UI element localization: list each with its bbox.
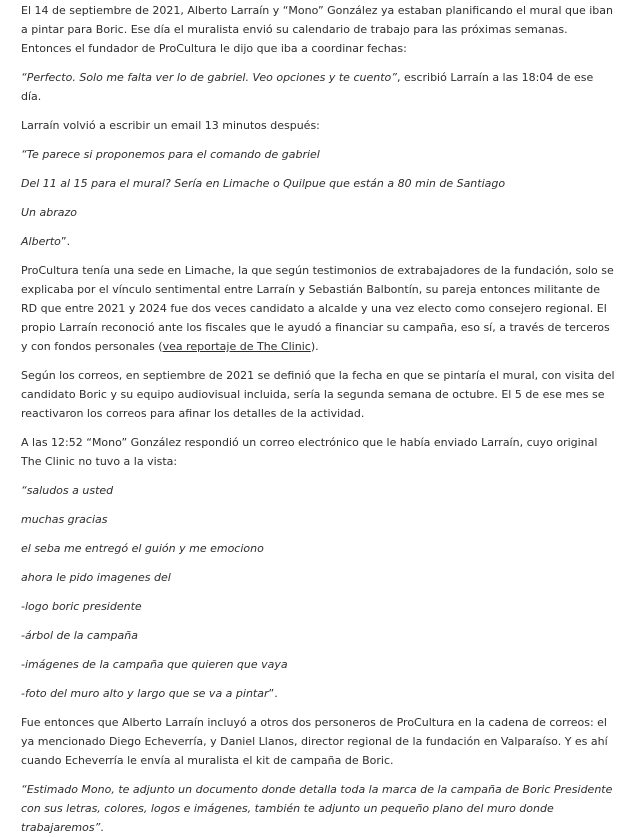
email-line: el seba me entregó el guión y me emociono xyxy=(21,542,264,555)
quote-estimado-tail: . xyxy=(100,821,104,834)
email-line: muchas gracias xyxy=(21,513,108,526)
email-line-last xyxy=(21,684,616,703)
paragraph-mono-response: A las 12:52 “Mono” González respondió un correo electrónico que le había enviado Larraín, cuyo original The Clinic no tuvo a la vista: xyxy=(21,436,598,468)
paragraph-limache xyxy=(21,261,616,356)
paragraph-quote-estimado xyxy=(21,780,616,837)
quote-perfecto: “Perfecto. Solo me falta ver lo de gabriel. Veo opciones y te cuento” xyxy=(21,71,397,84)
paragraph-correos-septiembre: Según los correos, en septiembre de 2021 se definió que la fecha en que se pintaría el mural, con visita del candidato Boric y su equipo audiovisual incluida, sería la segunda semana de octubre. El 5 de ese mes se reactivaron los correos para afinar los detalles de la actividad. xyxy=(21,369,615,420)
paragraph-second-email: Larraín volvió a escribir un email 13 minutos después: xyxy=(21,119,320,132)
paragraph-quote-perfecto xyxy=(21,68,616,106)
email-line: “saludos a usted xyxy=(21,484,114,497)
paragraph-limache-tail: ). xyxy=(310,340,319,353)
paragraph-intro: El 14 de septiembre de 2021, Alberto Larraín y “Mono” González ya estaban planificando el mural que iban a pintar para Boric. Ese día el muralista envió su calendario de trabajo para las próximas semanas. Entonces el fundador de ProCultura le dijo que iba a coordinar fechas: xyxy=(21,4,613,55)
email-line-signature xyxy=(21,232,616,251)
email-last-tail: ”. xyxy=(268,687,278,700)
quote-perfecto-tail: , escribió Larraín a las 18:04 de ese día. xyxy=(21,71,594,103)
email-signature: Alberto xyxy=(21,235,61,248)
email-line: Del 11 al 15 para el mural? Sería en Limache o Quilpue que están a 80 min de Santiago xyxy=(21,177,506,190)
email-line: -árbol de la campaña xyxy=(21,629,138,642)
email-line: “Te parece si proponemos para el comando de gabriel xyxy=(21,148,320,161)
email-last-text: -foto del muro alto y largo que se va a pintar xyxy=(21,687,269,700)
quote-estimado: “Estimado Mono, te adjunto un documento donde detalla toda la marca de la campaña de Boric Presidente con sus letras, colores, logos e imágenes, también te adjunto un pequeño plano del muro donde trabajaremos” xyxy=(21,783,613,834)
paragraph-personeros: Fue entonces que Alberto Larraín incluyó a otros dos personeros de ProCultura en la cadena de correos: el ya mencionado Diego Echeverría, y Daniel Llanos, director regional de la fundación en Valparaíso. Y es ahí cuando Echeverría le envía al muralista el kit de campaña de Boric. xyxy=(21,716,608,767)
email-line: Un abrazo xyxy=(21,206,78,219)
email-line: -imágenes de la campaña que quieren que vaya xyxy=(21,658,288,671)
paragraph-limache-text: ProCultura tenía una sede en Limache, la que según testimonios de extrabajadores de la fundación, solo se explicaba por el vínculo sentimental entre Larraín y Sebastián Balbontín, su pareja entonces militante de RD que entre 2021 y 2024 fue dos veces candidato a alcalde y una vez electo como consejero regional. El propio Larraín reconoció ante los fiscales que le ayudó a financiar su campaña, eso sí, a través de terceros y con fondos personales ( xyxy=(21,264,614,353)
email-line: -logo boric presidente xyxy=(21,600,142,613)
reportaje-link[interactable]: vea reportaje de The Clinic xyxy=(162,340,311,353)
email-line: ahora le pido imagenes del xyxy=(21,571,171,584)
email-signature-tail: ”. xyxy=(60,235,71,248)
